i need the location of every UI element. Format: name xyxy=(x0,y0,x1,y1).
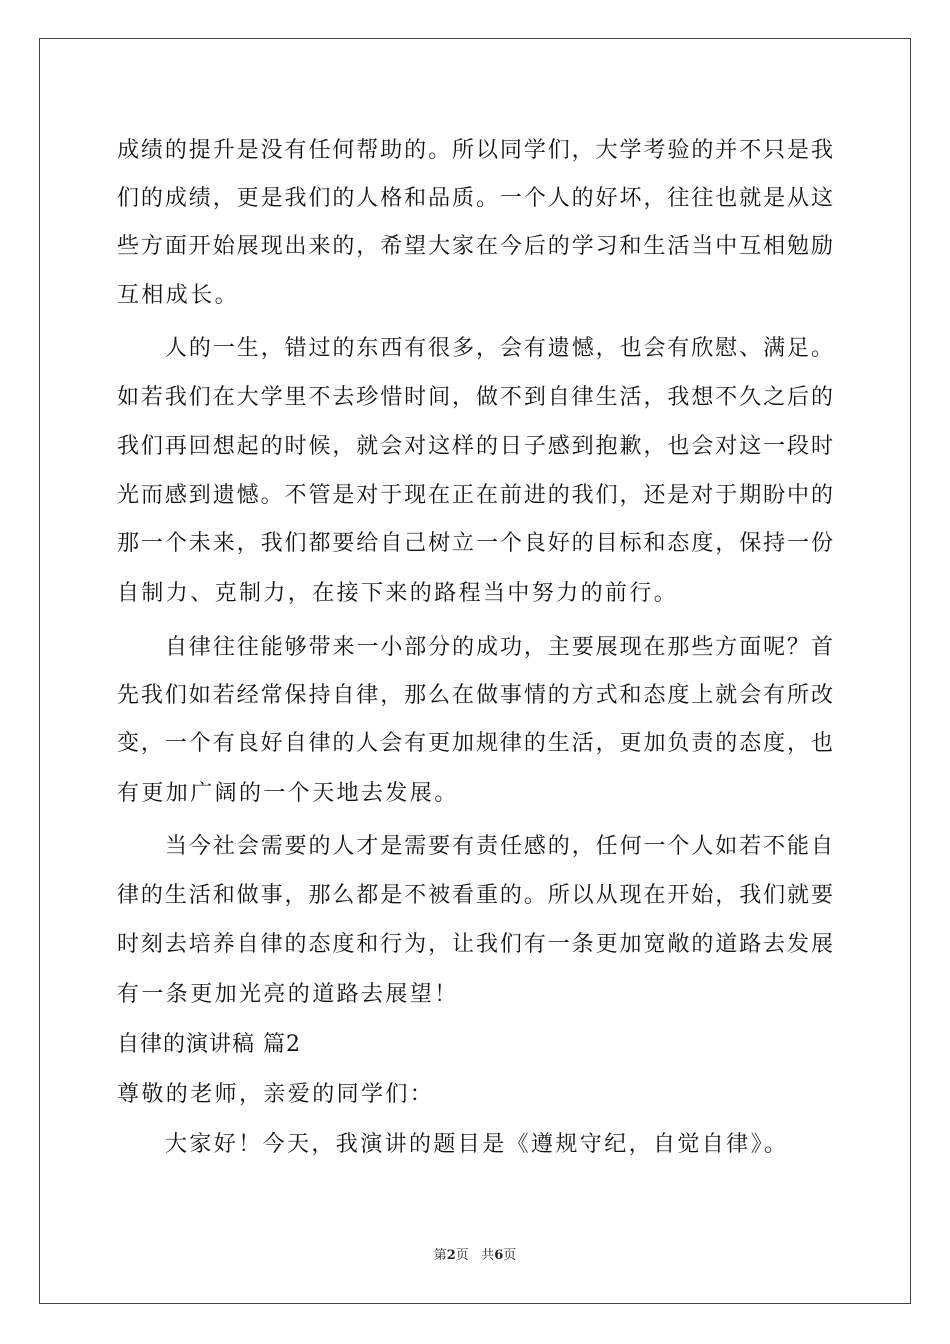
text-line: 自制力、克制力，在接下来的路程当中努力的前行。 xyxy=(117,581,679,606)
text-line: 些方面开始展现出来的，希望大家在今后的学习和生活当中互相勉励 xyxy=(117,234,833,259)
section-heading: 自律的演讲稿 篇2 xyxy=(117,1032,301,1057)
text-line: 成绩的提升是没有任何帮助的。所以同学们，大学考验的并不只是我 xyxy=(117,138,833,163)
paragraph-first-line: 大家好！今天，我演讲的题目是《遵规守纪，自觉自律》。 xyxy=(165,1132,789,1157)
text-line: 那一个未来，我们都要给自己树立一个良好的目标和态度，保持一份 xyxy=(117,531,833,556)
text-line: 如若我们在大学里不去珍惜时间，做不到自律生活，我想不久之后的 xyxy=(117,385,833,410)
text-line: 有一条更加光亮的道路去展望！ xyxy=(117,982,459,1007)
text-line: 时刻去培养自律的态度和行为，让我们有一条更加宽敞的道路去发展 xyxy=(117,932,833,957)
page-prefix: 第 xyxy=(433,1248,447,1263)
page-footer xyxy=(0,1248,950,1264)
paragraph-first-line: 自律往往能够带来一小部分的成功，主要展现在那些方面呢？首 xyxy=(165,635,833,660)
text-line: 我们再回想起的时候，就会对这样的日子感到抱歉，也会对这一段时 xyxy=(117,434,833,459)
page-number: 2 xyxy=(446,1248,456,1263)
text-line: 变，一个有良好自律的人会有更加规律的生活，更加负责的态度，也 xyxy=(117,731,833,756)
total-prefix: 共 xyxy=(481,1248,495,1263)
page-suffix: 页 xyxy=(455,1248,469,1263)
paragraph-first-line: 当今社会需要的人才是需要有责任感的，任何一个人如若不能自 xyxy=(165,834,833,859)
text-line: 互相成长。 xyxy=(117,283,240,308)
text-line: 光而感到遗憾。不管是对于现在正在前进的我们，还是对于期盼中的 xyxy=(117,483,833,508)
text-line: 先我们如若经常保持自律，那么在做事情的方式和态度上就会有所改 xyxy=(117,683,833,708)
total-suffix: 页 xyxy=(503,1248,517,1263)
text-line: 们的成绩，更是我们的人格和品质。一个人的好坏，往往也就是从这 xyxy=(117,186,833,211)
paragraph-first-line: 人的一生，错过的东西有很多，会有遗憾，也会有欣慰、满足。 xyxy=(165,336,833,361)
page-border xyxy=(39,38,911,1304)
text-line: 律的生活和做事，那么都是不被看重的。所以从现在开始，我们就要 xyxy=(117,883,833,908)
text-line: 有更加广阔的一个天地去发展。 xyxy=(117,781,459,806)
total-pages: 6 xyxy=(494,1248,504,1263)
salutation: 尊敬的老师，亲爱的同学们： xyxy=(117,1082,435,1107)
